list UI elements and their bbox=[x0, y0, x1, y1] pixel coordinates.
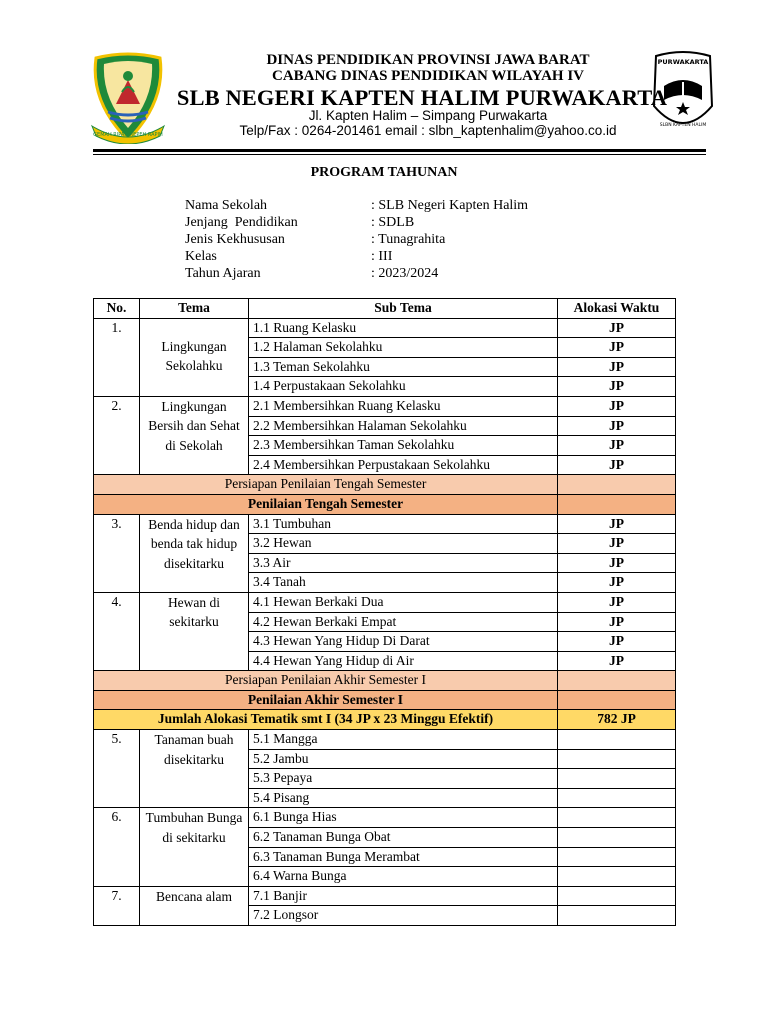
cell-alokasi bbox=[558, 886, 676, 906]
table-row-pts bbox=[94, 494, 676, 514]
cell-alokasi: JP bbox=[558, 553, 676, 573]
cell-sub-tema: 4.1 Hewan Berkaki Dua bbox=[249, 592, 558, 612]
cell-sub-tema: 5.3 Pepaya bbox=[249, 769, 558, 789]
cell-alokasi bbox=[558, 690, 676, 710]
table-row-total bbox=[94, 710, 676, 730]
table-header-row bbox=[94, 299, 676, 319]
cell-alokasi bbox=[558, 847, 676, 867]
cell-alokasi: JP bbox=[558, 338, 676, 358]
cell-alokasi: JP bbox=[558, 592, 676, 612]
cell-tema: Lingkungan Bersih dan Sehat di Sekolah bbox=[140, 396, 249, 474]
cell-sub-tema: 6.4 Warna Bunga bbox=[249, 867, 558, 887]
table-row bbox=[94, 808, 676, 828]
cell-no: 1. bbox=[94, 318, 140, 396]
cell-tema: Bencana alam bbox=[140, 886, 249, 925]
cell-alokasi bbox=[558, 475, 676, 495]
cell-no: 5. bbox=[94, 730, 140, 808]
info-label: Tahun Ajaran bbox=[185, 266, 261, 281]
col-header-sub-tema: Sub Tema bbox=[249, 299, 558, 319]
logo-right-top-text: PURWAKARTA bbox=[657, 58, 709, 66]
cell-alokasi: JP bbox=[558, 396, 676, 416]
cell-sub-tema: 3.1 Tumbuhan bbox=[249, 514, 558, 534]
cell-sub-tema: 1.1 Ruang Kelasku bbox=[249, 318, 558, 338]
cell-no: 6. bbox=[94, 808, 140, 886]
info-value: : SLB Negeri Kapten Halim bbox=[371, 198, 529, 213]
cell-alokasi: JP bbox=[558, 632, 676, 652]
info-label: Nama Sekolah bbox=[185, 198, 268, 213]
header-branch: CABANG DINAS PENDIDIKAN WILAYAH IV bbox=[271, 68, 584, 84]
pas-prep-label: Persiapan Penilaian Akhir Semester I bbox=[94, 671, 558, 691]
cell-sub-tema: 1.2 Halaman Sekolahku bbox=[249, 338, 558, 358]
cell-sub-tema: 6.1 Bunga Hias bbox=[249, 808, 558, 828]
cell-sub-tema: 2.3 Membersihkan Taman Sekolahku bbox=[249, 436, 558, 456]
cell-sub-tema: 5.2 Jambu bbox=[249, 749, 558, 769]
cell-sub-tema: 4.3 Hewan Yang Hidup Di Darat bbox=[249, 632, 558, 652]
info-value: : Tunagrahita bbox=[371, 232, 446, 247]
pts-prep-label: Persiapan Penilaian Tengah Semester bbox=[94, 475, 558, 495]
cell-alokasi bbox=[558, 494, 676, 514]
header-divider-thick bbox=[93, 149, 706, 152]
cell-sub-tema: 4.2 Hewan Berkaki Empat bbox=[249, 612, 558, 632]
cell-alokasi: JP bbox=[558, 377, 676, 397]
program-table bbox=[93, 298, 676, 926]
table-row bbox=[94, 514, 676, 534]
cell-sub-tema: 6.3 Tanaman Bunga Merambat bbox=[249, 847, 558, 867]
pts-label: Penilaian Tengah Semester bbox=[94, 494, 558, 514]
cell-alokasi bbox=[558, 769, 676, 789]
col-header-no: No. bbox=[94, 299, 140, 319]
table-row bbox=[94, 396, 676, 416]
col-header-alokasi: Alokasi Waktu bbox=[558, 299, 676, 319]
cell-tema: Lingkungan Sekolahku bbox=[140, 318, 249, 396]
cell-sub-tema: 2.2 Membersihkan Halaman Sekolahku bbox=[249, 416, 558, 436]
logo-left-motto: GEMAH RIPAH REPEH RAPIH bbox=[93, 132, 163, 138]
cell-alokasi bbox=[558, 730, 676, 750]
cell-alokasi bbox=[558, 867, 676, 887]
pas-label: Penilaian Akhir Semester I bbox=[94, 690, 558, 710]
cell-tema: Benda hidup dan benda tak hidup disekitarku bbox=[140, 514, 249, 592]
info-value: : SDLB bbox=[371, 215, 415, 230]
cell-no: 4. bbox=[94, 592, 140, 670]
header-agency: DINAS PENDIDIKAN PROVINSI JAWA BARAT bbox=[266, 52, 590, 68]
cell-sub-tema: 2.4 Membersihkan Perpustakaan Sekolahku bbox=[249, 455, 558, 475]
cell-alokasi: JP bbox=[558, 573, 676, 593]
table-row bbox=[94, 886, 676, 906]
cell-alokasi bbox=[558, 788, 676, 808]
total-label: Jumlah Alokasi Tematik smt I (34 JP x 23 Minggu Efektif) bbox=[94, 710, 558, 730]
cell-sub-tema: 7.2 Longsor bbox=[249, 906, 558, 926]
cell-sub-tema: 6.2 Tanaman Bunga Obat bbox=[249, 828, 558, 848]
cell-alokasi bbox=[558, 808, 676, 828]
cell-alokasi: JP bbox=[558, 651, 676, 671]
col-header-tema: Tema bbox=[140, 299, 249, 319]
document-title: PROGRAM TAHUNAN bbox=[310, 165, 458, 180]
logo-right-bottom-text: SLBN KAPTEN HALIM bbox=[659, 123, 707, 128]
cell-no: 7. bbox=[94, 886, 140, 925]
info-label: Kelas bbox=[185, 249, 217, 264]
cell-sub-tema: 3.4 Tanah bbox=[249, 573, 558, 593]
cell-sub-tema: 3.3 Air bbox=[249, 553, 558, 573]
header-school-name: SLB NEGERI KAPTEN HALIM PURWAKARTA bbox=[176, 85, 668, 110]
info-label: Jenis Kekhususan bbox=[185, 232, 285, 247]
cell-sub-tema: 7.1 Banjir bbox=[249, 886, 558, 906]
cell-tema: Tanaman buah disekitarku bbox=[140, 730, 249, 808]
table-row-pas bbox=[94, 690, 676, 710]
cell-sub-tema: 5.4 Pisang bbox=[249, 788, 558, 808]
cell-alokasi bbox=[558, 828, 676, 848]
cell-sub-tema: 4.4 Hewan Yang Hidup di Air bbox=[249, 651, 558, 671]
table-row-pas-prep bbox=[94, 671, 676, 691]
cell-sub-tema: 3.2 Hewan bbox=[249, 534, 558, 554]
cell-alokasi: JP bbox=[558, 436, 676, 456]
table-row bbox=[94, 318, 676, 338]
info-value: : 2023/2024 bbox=[371, 266, 439, 281]
cell-alokasi bbox=[558, 906, 676, 926]
cell-tema: Hewan di sekitarku bbox=[140, 592, 249, 670]
cell-alokasi: JP bbox=[558, 514, 676, 534]
cell-alokasi bbox=[558, 749, 676, 769]
header-contact: Telp/Fax : 0264-201461 email : slbn_kaptenhalim@yahoo.co.id bbox=[239, 123, 617, 138]
header-address: Jl. Kapten Halim – Simpang Purwakarta bbox=[308, 108, 548, 123]
cell-sub-tema: 1.3 Teman Sekolahku bbox=[249, 357, 558, 377]
cell-sub-tema: 2.1 Membersihkan Ruang Kelasku bbox=[249, 396, 558, 416]
cell-no: 3. bbox=[94, 514, 140, 592]
cell-sub-tema: 1.4 Perpustakaan Sekolahku bbox=[249, 377, 558, 397]
cell-alokasi bbox=[558, 671, 676, 691]
table-row bbox=[94, 592, 676, 612]
cell-alokasi: JP bbox=[558, 534, 676, 554]
total-value: 782 JP bbox=[558, 710, 676, 730]
cell-alokasi: JP bbox=[558, 318, 676, 338]
cell-no: 2. bbox=[94, 396, 140, 474]
cell-tema: Tumbuhan Bunga di sekitarku bbox=[140, 808, 249, 886]
table-row bbox=[94, 730, 676, 750]
table-row-pts-prep bbox=[94, 475, 676, 495]
cell-alokasi: JP bbox=[558, 455, 676, 475]
info-value: : III bbox=[371, 249, 393, 264]
cell-sub-tema: 5.1 Mangga bbox=[249, 730, 558, 750]
cell-alokasi: JP bbox=[558, 357, 676, 377]
header-divider-thin bbox=[93, 154, 706, 155]
cell-alokasi: JP bbox=[558, 612, 676, 632]
info-label: Jenjang Pendidikan bbox=[185, 215, 298, 230]
cell-alokasi: JP bbox=[558, 416, 676, 436]
